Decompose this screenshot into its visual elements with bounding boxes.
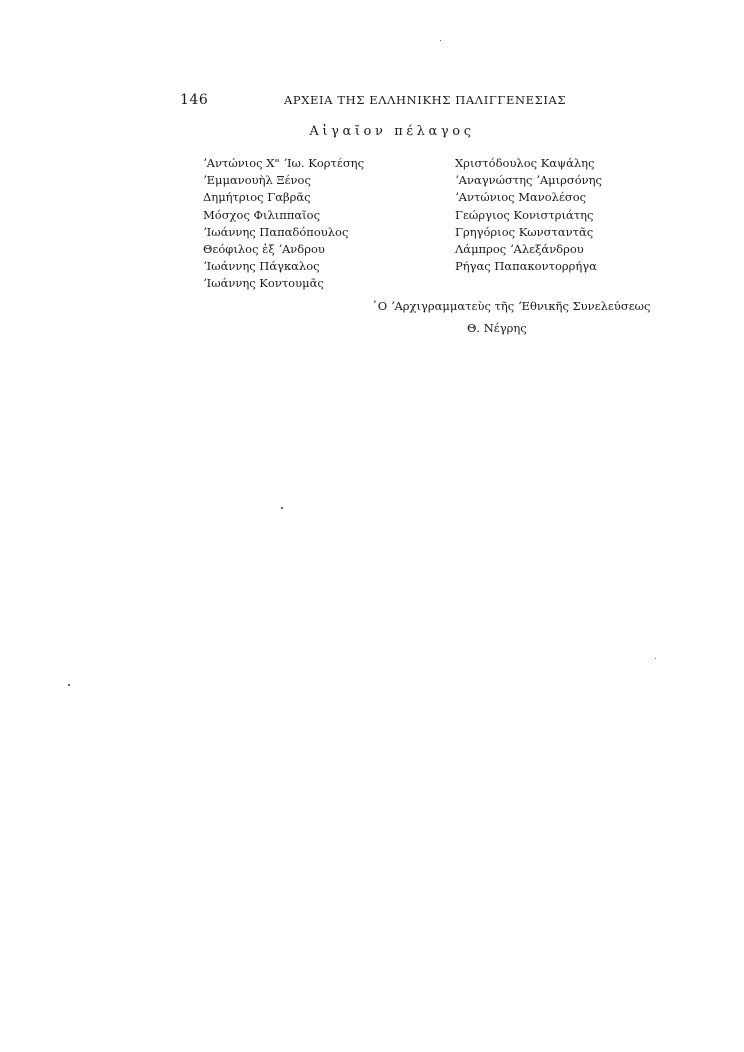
names-list-left [203,155,364,293]
list-item: Θεόφιλος ἐξ ʼΑνδρου [203,242,325,257]
list-item: Ρήγας Παπακοντορρήγα [455,259,597,274]
scan-speck [68,684,70,686]
list-item: ʼΑναγνώστης ʼΑμιρσόνης [455,173,602,188]
signature-line: ῾Ο ʼΑρχιγραμματεὺς τῆς ʼΕθνικῆς Συνελεύσεως [372,299,651,313]
list-item: ʼΙωάννης Πάγκαλος [203,259,320,274]
list-item: ʼΕμμανουὴλ Ξένος [203,173,311,188]
list-item: ʼΙωάννης Παπαδόπουλος [203,224,349,239]
list-item: Χριστόδουλος Καψάλης [455,156,595,170]
list-item: Δημήτριος Γαβρᾶς [203,190,311,205]
signature-name: Θ. Νέγρης [467,321,527,335]
signature-block [372,299,650,335]
list-item: Μόσχος Φιλιππαῖος [203,207,321,222]
names-list-right [455,155,602,275]
running-title: ΑΡΧΕΙΑ ΤΗΣ ΕΛΛΗΝΙΚΗΣ ΠΑΛΙΓΓΕΝΕΣΙΑΣ [284,93,567,107]
list-item: ʼΑντώνιος Χ" ʼΙω. Κορτέσης [203,156,365,170]
list-item: Γρηγόριος Κωνσταντᾶς [455,224,594,239]
section-title: Αἰγαῖον πέλαγος [309,124,475,139]
scan-speck [440,40,441,41]
list-item: Γεώργιος Κονιστριάτης [455,207,594,222]
list-item: Λάμπρος ʼΑλεξάνδρου [455,242,584,257]
list-item: ʼΑντώνιος Μανολέσος [455,190,587,205]
list-item: ʼΙωάννης Κοντουμᾶς [203,276,324,291]
scan-speck [655,658,656,659]
scan-speck [281,507,283,509]
page-number: 146 [180,92,209,108]
